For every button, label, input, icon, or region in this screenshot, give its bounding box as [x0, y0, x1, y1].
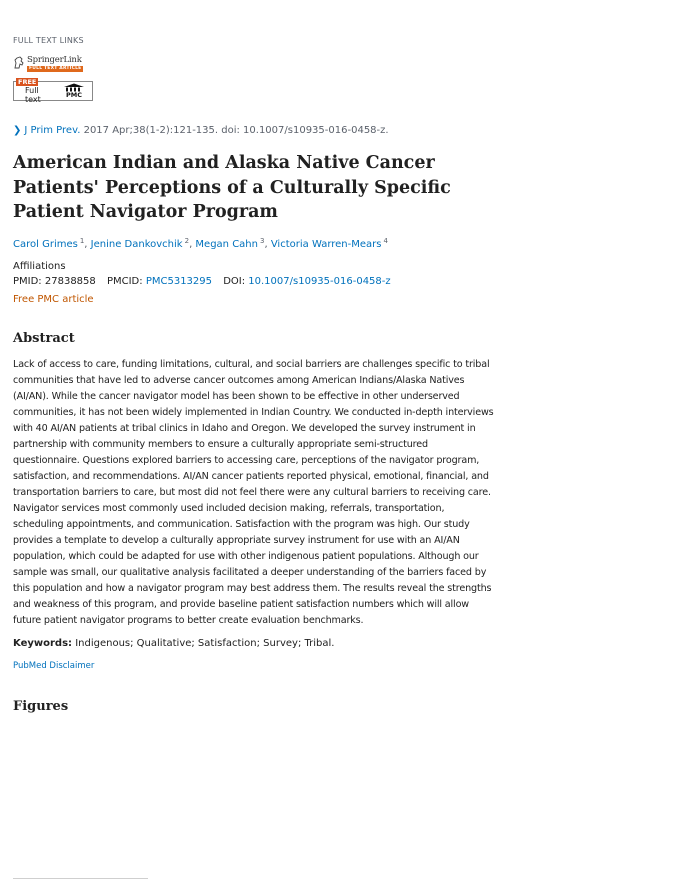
abstract-heading: Abstract: [13, 331, 75, 346]
keywords-values: Indigenous; Qualitative; Satisfaction; Survey; Tribal.: [72, 638, 335, 649]
pmc-logo-text: PMC: [65, 91, 82, 99]
pmcid-link[interactable]: PMC5313295: [145, 276, 213, 287]
figures-heading: Figures: [13, 699, 69, 714]
author-affiliation-number[interactable]: 1: [79, 237, 85, 245]
springerlink-brand-text: SpringerLink: [27, 55, 82, 65]
pmc-full-text-label: Full text: [25, 86, 41, 104]
abstract-text: Lack of access to care, funding limitations, cultural, and social barriers are challenges specific to tribal communities that have led to adverse cancer outcomes among American Indians/Alaska Natives (AI/AN). While the cancer navigator model has been shown to be effective in other underserved communities, it has not been widely implemented in Indian Country. We conducted in-depth interviews with 40 AI/AN patients at tribal clinics in Idaho and Oregon. We developed the survey instrument in partnership with community members to ensure a culturally appropriate semi-structured questionnaire. Questions explored barriers to accessing care, perceptions of the navigator program, satisfaction, and recommendations. AI/AN cancer patients reported physical, emotional, financial, and transportation barriers to care, but most did not feel there were any cultural barriers to receiving care. Navigator services most commonly used included decision making, referrals, transportation, scheduling appointments, and communication. Satisfaction with the program was high. Our study provides a template to develop a culturally appropriate survey instrument for use with an AI/AN population, which could be adapted for use with other indigenous patient populations. Although our sample was small, our qualitative analysis facilitated a deeper understanding of the barriers faced by this population and how a navigator program may best address them. The results reveal the strengths and weakness of this program, and provide baseline patient satisfaction numbers which will allow future patient navigator programs to better create evaluation benchmarks.: [13, 359, 494, 626]
free-pmc-article-badge: Free PMC article: [13, 294, 94, 305]
pubmed-disclaimer-link[interactable]: PubMed Disclaimer: [13, 661, 95, 671]
springer-horse-logo-icon: [13, 56, 25, 70]
affiliations-toggle[interactable]: Affiliations: [13, 261, 66, 272]
springerlink-full-text-link[interactable]: [13, 56, 85, 74]
pmcid-label: PMCID:: [106, 276, 143, 287]
author-link[interactable]: Victoria Warren-Mears: [270, 239, 382, 250]
keywords-line: [13, 638, 334, 649]
author-link[interactable]: Megan Cahn: [195, 239, 258, 250]
author-affiliation-number[interactable]: 3: [259, 237, 265, 245]
article-title: American Indian and Alaska Native Cancer Patients' Perceptions of a Culturally Specific Patient Navigator Program: [13, 153, 451, 222]
divider: [13, 878, 148, 879]
author-separator: ,: [189, 239, 196, 250]
author-link[interactable]: Jenine Dankovchik: [90, 239, 183, 250]
free-pmc-full-text-link[interactable]: [13, 78, 93, 104]
author-affiliation-number[interactable]: 4: [383, 237, 388, 245]
author-separator: ,: [264, 239, 271, 250]
citation-line: [13, 125, 389, 136]
full-text-links-heading: FULL TEXT LINKS: [13, 36, 84, 45]
doi-link[interactable]: 10.1007/s10935-016-0458-z: [248, 276, 391, 287]
author-affiliation-number[interactable]: 2: [184, 237, 190, 245]
doi-label: DOI:: [223, 276, 246, 287]
citation-details: 2017 Apr;38(1-2):121-135. doi: 10.1007/s10935-016-0458-z.: [80, 125, 389, 136]
author-link[interactable]: Carol Grimes: [13, 239, 78, 250]
chevron-right-icon[interactable]: ❯: [13, 125, 22, 136]
pmid-label: PMID:: [13, 276, 42, 287]
journal-link[interactable]: J Prim Prev.: [24, 125, 81, 136]
pmid-value: 27838858: [44, 276, 96, 287]
pmc-free-badge: FREE: [18, 78, 37, 86]
article-identifiers: [13, 276, 391, 287]
author-separator: ,: [84, 239, 91, 250]
keywords-label: Keywords:: [13, 638, 73, 649]
springerlink-full-text-bar: FULL TEXT ARTICLE: [29, 65, 82, 71]
author-list: [13, 237, 388, 250]
